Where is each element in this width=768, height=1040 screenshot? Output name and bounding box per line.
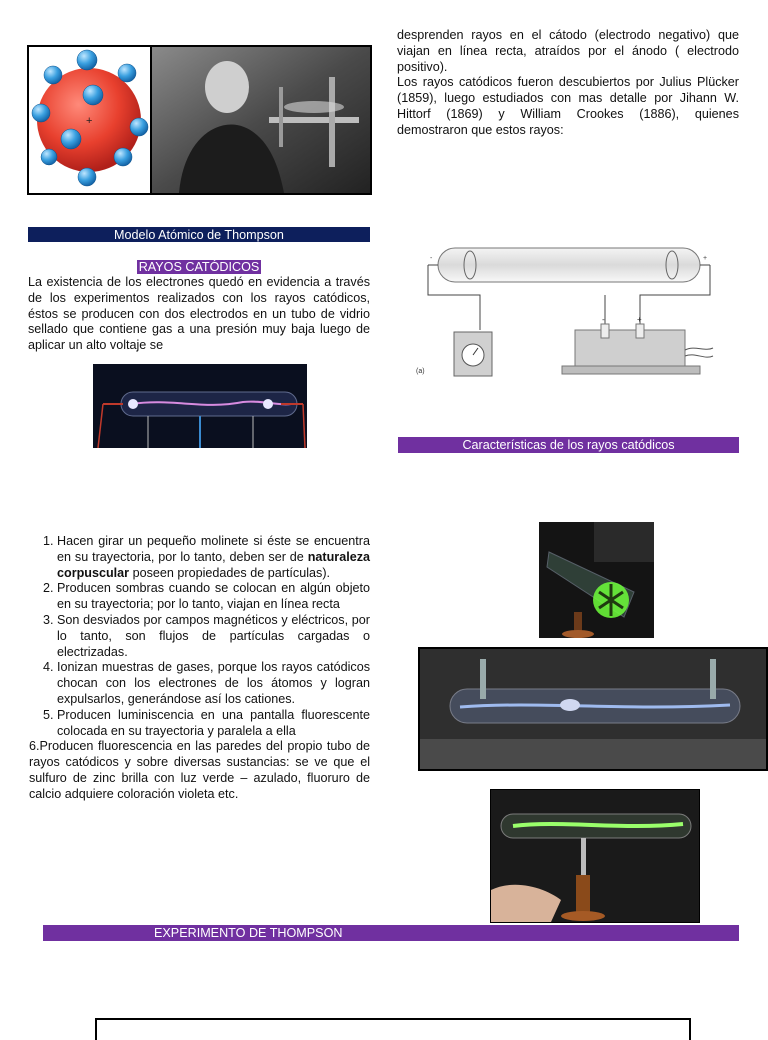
list-number: 2. — [43, 581, 54, 596]
discoverers-description: Los rayos catódicos fueron descubiertos por Julius Plücker (1859), luego estudiados con mas detalle por Jihann W. Hittorf (1869) y William Crookes (1886), quienes demostraron que estos rayos: — [397, 75, 739, 137]
list-text: Hacen girar un pequeño molinete si éste se encuentra en su trayectoria, por lo tanto, deben ser de — [57, 534, 370, 564]
list-item-6: 6.Producen fluorescencia en las paredes del propio tubo de rayos catódicos y sobre diversas sustancias: se ve que el sulfuro de zinc brilla con luz verde – azulado, fluoruro de calcio adquiere coloración violeta etc. — [29, 739, 370, 801]
caption-thompson-model-text: Modelo Atómico de Thompson — [114, 228, 284, 242]
list-number: 3. — [43, 612, 54, 627]
list-number: 4. — [43, 660, 54, 675]
discharge-tube-illustration — [93, 364, 307, 448]
crookes-tube-illustration — [539, 522, 654, 638]
bar-experimento-text: EXPERIMENTO DE THOMPSON — [154, 926, 343, 940]
bar-experimento — [43, 925, 739, 941]
discharge-tube-image — [93, 364, 307, 448]
caption-characteristics — [398, 437, 739, 453]
plum-pudding-illustration — [29, 47, 370, 193]
thompson-model-image — [27, 45, 372, 195]
svg-text:+: + — [637, 315, 642, 324]
cathode-tube-schematic — [410, 240, 715, 380]
intro-paragraph: La existencia de los electrones quedó en evidencia a través de los experimentos realizados con los rayos catódicos, éstos se producen con dos electrodos en un tubo de vidrio sellado que contiene gas a una presión muy baja luego de aplicar un alto voltaje se — [28, 275, 370, 353]
list-item — [43, 534, 370, 581]
diagram-label: (a) — [416, 368, 425, 375]
cathode-description: desprenden rayos en el cátodo (electrodo negativo) que viajan en línea recta, atraídos por el ánodo ( electrodo positivo). — [397, 28, 739, 74]
list-item — [43, 581, 370, 613]
caption-characteristics-text: Características de los rayos catódicos — [462, 438, 675, 452]
svg-text:+: + — [703, 255, 708, 262]
list-text-after: poseen propiedades de partículas). — [129, 565, 331, 580]
list-text: Producen luminiscencia en una pantalla fluorescente colocada en su trayectoria y paralela a ella — [57, 707, 370, 738]
bottom-box — [95, 1018, 691, 1040]
caption-thompson-model — [28, 227, 370, 242]
list-number: 5. — [43, 707, 54, 722]
list-item — [43, 707, 370, 740]
crookes-tube-photo — [539, 522, 654, 638]
cathode-tube-diagram — [410, 240, 715, 380]
list-text: Ionizan muestras de gases, porque los rayos catódicos chocan con los electrones de los átomos y logran expulsarlos, generándose así los cationes. — [57, 660, 370, 706]
svg-text:-: - — [430, 255, 433, 262]
long-tube-illustration — [420, 649, 766, 769]
heading-rayos-catodicos — [28, 260, 370, 276]
svg-text:+: + — [86, 115, 93, 127]
list-number: 1. — [43, 534, 54, 548]
list-text: Producen sombras cuando se colocan en algún objeto en su trayectoria; por lo tanto, viajan en línea recta — [57, 581, 370, 612]
list-item — [43, 612, 370, 660]
svg-text:-: - — [602, 315, 605, 324]
top-right-paragraph — [397, 28, 739, 139]
fluorescent-tube-photo — [490, 789, 700, 923]
heading-rayos-text: RAYOS CATÓDICOS — [138, 260, 260, 274]
long-tube-photo — [418, 647, 768, 771]
list-bold-text: naturaleza corpuscular — [57, 549, 370, 580]
ordered-list — [43, 534, 370, 739]
list-item — [43, 660, 370, 707]
characteristics-list — [29, 534, 370, 803]
list-text: Son desviados por campos magnéticos y eléctricos, por lo tanto, son flujos de partículas cargadas o electrizadas. — [57, 612, 370, 659]
fluorescent-tube-illustration — [491, 790, 699, 922]
